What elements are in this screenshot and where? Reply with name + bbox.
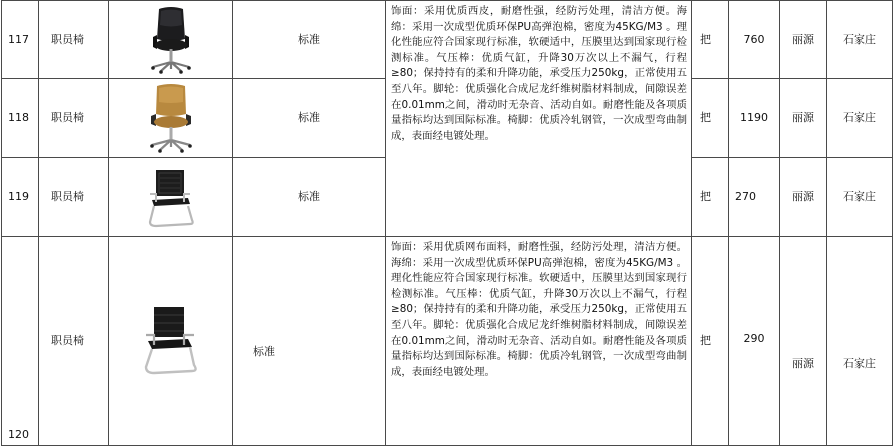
spec-standard: 标准 xyxy=(233,1,386,79)
table-row xyxy=(2,237,893,446)
spec-standard: 标准 xyxy=(233,158,386,237)
unit: 把 xyxy=(692,79,729,158)
city: 石家庄 xyxy=(827,1,893,79)
spec-standard: 标准 xyxy=(233,79,386,158)
spec-standard: 标准 xyxy=(233,237,386,446)
unit: 把 xyxy=(692,158,729,237)
product-image xyxy=(109,79,233,158)
price: 270 xyxy=(729,158,780,237)
row-number: 120 xyxy=(2,237,39,446)
row-number: 117 xyxy=(2,1,39,79)
city: 石家庄 xyxy=(827,79,893,158)
black-sled-chair-icon xyxy=(136,303,206,379)
brand: 丽源 xyxy=(780,79,827,158)
price: 290 xyxy=(729,237,780,446)
city: 石家庄 xyxy=(827,158,893,237)
brand: 丽源 xyxy=(780,237,827,446)
row-number: 119 xyxy=(2,158,39,237)
product-image xyxy=(109,237,233,446)
product-name: 职员椅 xyxy=(39,1,109,79)
product-image xyxy=(109,1,233,79)
brand: 丽源 xyxy=(780,1,827,79)
tan-office-chair-icon xyxy=(141,82,201,154)
product-description: 饰面：采用优质西皮，耐磨性强，经防污处理，清洁方便。海绵：采用一次成型优质环保PU高弹泡棉，密度为45KG/M3 。理化性能应符合国家现行标准，软硬适中，压膜里达到国家现行检测标准。气压棒：优质气缸，升降30万次以上不漏气，行程≥80；保持持有的柔和升降功能，承受压力250kg，正常使用五至八年。脚轮：优质强化合成尼龙纤维树脂材料制成，间隙误差在0.01mm之间，滑动时无杂音、活动自如。耐磨性能及各项质量指标均达到国际标准。椅脚：优质冷轧钢管，一次成型弯曲制成，表面经电镀处理。 xyxy=(386,1,692,237)
price: 760 xyxy=(729,1,780,79)
price: 1190 xyxy=(729,79,780,158)
product-description: 饰面：采用优质网布面料，耐磨性强，经防污处理，清洁方便。海绵：采用一次成型优质环保PU高弹泡棉，密度为45KG/M3 。理化性能应符合国家现行标准。软硬适中，压膜里达到国家现行检测标准。气压棒：优质气缸，升降30万次以上不漏气，行程≥80；保持持有的柔和升降功能，承受压力250kg，正常使用五至八年。脚轮：优质强化合成尼龙纤维树脂材料制成，间隙误差在0.01mm之间，滑动时无杂音、活动自如。耐磨性能及各项质量指标均达到国际标准。椅脚：优质冷轧钢管，一次成型弯曲制成，表面经电镀处理。 xyxy=(386,237,692,446)
brand: 丽源 xyxy=(780,158,827,237)
product-name: 职员椅 xyxy=(39,237,109,446)
unit: 把 xyxy=(692,1,729,79)
product-table xyxy=(1,0,893,446)
product-name: 职员椅 xyxy=(39,79,109,158)
row-number: 118 xyxy=(2,79,39,158)
table-row xyxy=(2,1,893,79)
product-name: 职员椅 xyxy=(39,158,109,237)
mesh-sled-chair-icon xyxy=(140,164,202,230)
executive-leather-chair-icon xyxy=(141,5,201,75)
unit: 把 xyxy=(692,237,729,446)
city: 石家庄 xyxy=(827,237,893,446)
product-image xyxy=(109,158,233,237)
